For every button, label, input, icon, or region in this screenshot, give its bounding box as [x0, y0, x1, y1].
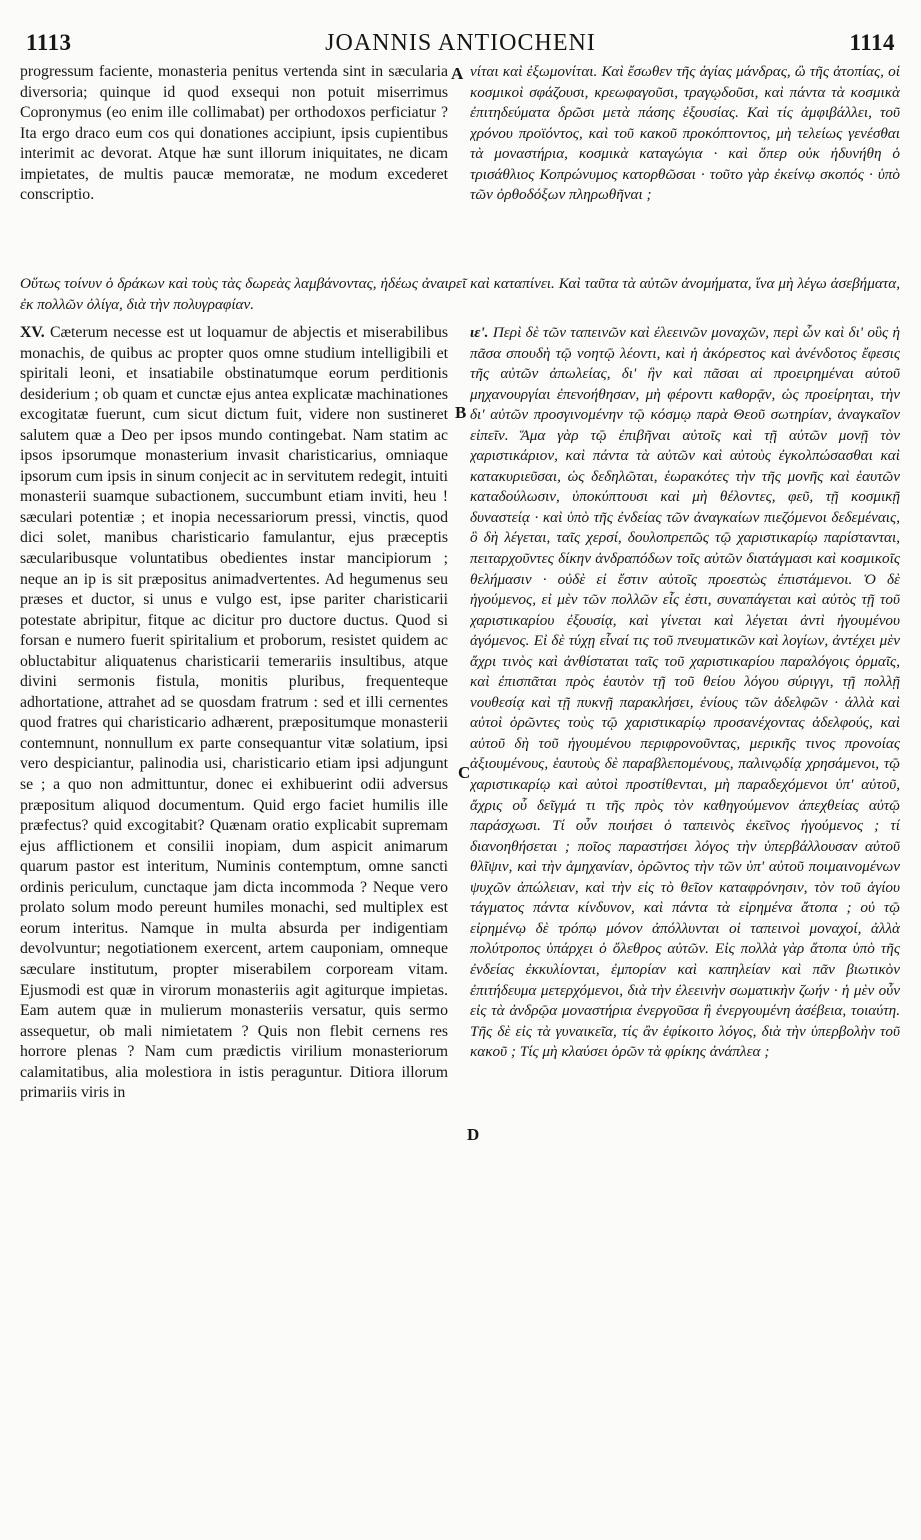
page-number-left: 1113 [26, 30, 72, 55]
latin-section-text: Cæterum necesse est ut loquamur de abjectis et miserabilibus monachis, de quibus ac propter quos omne studium intelligibili et spiritali leoni, et insatiabile obstinatumque eorum perditionis desiderium ; ob quam et cunctæ ejus antea explicatæ machinationes excogitatæ fuerunt, cum sicut dictum fuit, videre non sustineret salutem quæ a Deo per ipsos mundo contingebat. Nam statim ac ipsos ipsorumque monasterium invasit charisticarius, omniaque ipsorum cum ipsis in sinum conjecit ac in servitutem redegit, intuiti monasterii suamque subactionem, succumbunt etiam inviti, heu ! sæculari potentiæ ; et inopia necessariorum pressi, vinctis, quod dici solet, manibus charisticario famulantur, ejus præceptis sæcularibusque voluntatibus obedientes instar mancipiorum ; neque an ip is sit præpositus animadvertentes. Ad hegumenus seu præses et ductor, si unus e vulgo est, ipse pariter charisticarii potestate abripitur, fitque ac dicitur pro ductore ductus. Quod si forsan e numero fuerit spiritalium et proborum, resistet quidem ac obluctabitur aliquatenus charisticarii temerariis insultibus, atque divini sermonis fistula, monitis pluribus, frequenteque adhortatione, attrahet ad se quosdam fratrum : sed et illi cernentes quod fratres qui charisticario adhærent, præpositumque monasterii contemnunt, nonnullum ex parte consequantur vitæ solatium, ipsi vero despiciantur, palinodia usi, charisticario etiam ipsi adjungunt se ; a quo non admittuntur, donec ei exhibuerint odii adversus præpositum aliquod documentum. Quid ergo faciet humilis ille præfectus? quid excogitabit? Quænam oratio explicabit supremam ejus afflictionem et consilii inopiam, dum aspicit animarum quarum pastor est interitum, Numinis contemptum, omne sancti ordinis periculum, cunctaque jam dicta incommoda ? Neque vero prolato solum modo pereunt humiles monachi, sed multiplex est eorum interitus. Namque in multa absurda per indigentiam devolvuntur; negotiationem exercent, artem cauponiam, omneque sæculare institutum, propter miserabilem corpoream vitam. Ejusmodi est quæ in virorum monasteriis agit agiturque impietas. Eam autem quæ in mulierum monasteriis versatur, quis sermo assequetur, ob mali nimietatem ? Quis non flebit cernens res horrore plenas ? Nam cum prædictis virilium monasteriorum calamitatibus, alia molestiora in istis peraguntur. Ditiora illorum primariis viris in [20, 324, 448, 1102]
margin-marker-b: B [455, 403, 467, 422]
latin-section-number: XV. [20, 324, 45, 341]
margin-marker-c: C [458, 763, 471, 782]
greek-column-top [470, 62, 900, 274]
greek-section-text: Περὶ δὲ τῶν ταπεινῶν καὶ ἐλεεινῶν μοναχῶν, περὶ ὧν καὶ δι' οὓς ἡ πᾶσα σπουδὴ τῷ νοητῷ λέοντι, καὶ ἡ ἀκόρεστος καὶ ἀνένδοτος ἔφεσις τῆς αὐτῶν ἀπωλείας, δι' ἣν καὶ πᾶσαι αἱ προειρημέναι αὐτοῦ μηχανουργίαι ἐπενοήθησαν, μὴ φέροντι καθορᾷν, ὡς προείρηται, τὴν δι' αὐτῶν προσγινομένην τῷ κόσμῳ παρὰ Θεοῦ σωτηρίαν, ἀναγκαῖον εἰπεῖν. Ἅμα γὰρ τῷ ἐπιβῆναι αὐτοῖς καὶ τῇ αὐτῶν μονῇ τὸν χαριστικάριον, καὶ πάντα τὰ αὐτῶν καὶ αὐτοὺς ἐγκολπώσασθαι καὶ κατακυριεῦσαι, ὡς δεδηλῶται, ἑωρακότες τὴν τῆς μονῆς καὶ ἑαυτῶν καταδούλωσιν, ὑποκύπτουσι καὶ μὴ θέλοντες, φεῦ, τῇ κοσμικῇ δυναστείᾳ · καὶ ὑπὸ τῆς ἐνδείας τῶν ἀναγκαίων πιεζόμενοι δεδεμέναις, ὃ δὴ λέγεται, ταῖς χερσί, δουλοπρεπῶς τῷ χαριστικαρίῳ παρίστανται, πειταρχοῦντες δίκην ἀνδραπόδων τοῖς αὐτῶν διατάγμασι καὶ κοσμικοῖς θελήμασιν · οὐδὲ εἰ ἔστιν αὐτοῖς προεστὼς ἐπιστάμενοι. Ὁ δὲ ἡγούμενος, εἰ μὲν τῶν πολλῶν εἷς ἐστι, συναπάγεται καὶ αὐτὸς τῇ τοῦ χαριστικαρίου ἐξουσίᾳ, καὶ γίνεται καὶ λέγεται ἀντὶ ἡγουμένου ἀγόμενος. Εἰ δὲ τύχῃ εἶναί τις τοῦ πνευματικῶν καὶ λογίων, ἀντέχει μὲν ἄχρι τινὸς καὶ ἀνθίσταται ταῖς τοῦ χαριστικαρίου παραλόγοις ὁρμαῖς, καὶ ἐπισπᾶται πρὸς ἑαυτὸν τῇ τοῦ θείου λόγου σύριγγι, τῇ πολλῇ νουθεσίᾳ καὶ τῇ πυκνῇ παρακλήσει, ἐνίους τῶν ἀδελφῶν · ἀλλὰ καὶ αὐτοὶ ὁρῶντες τοὺς τῷ χαριστικαρίῳ προσανέχοντας ἀδελφούς, καὶ αὐτοῦ δὴ τοῦ ἡγουμένου περιφρονοῦντας, μερικῆς τινος προνοίας ἀξιουμένους, ἑαυτοὺς δὲ παραβλεπομένους, παλινῳδίᾳ χρησάμενοι, τῷ χαριστικαρίῳ καὶ αὐτοὶ προστίθενται, μὴ παραδεχόμενοι ὑπ' αὐτοῦ, ἄχρις οὗ δεῖγμά τι τῆς πρὸς τὸν καθηγούμενον ἀπεχθείας αὐτῷ παράσχωσι. Τί οὖν ποιήσει ὁ ταπεινὸς ἐκεῖνος ἡγούμενος ; τί διανοηθήσεται ; ποῖος παραστήσει λόγος τὴν ὑπερβάλλουσαν αὐτοῦ θλῖψιν, καὶ τὴν ἀμηχανίαν, ὁρῶντος τὴν τῶν ὑπ' αὐτοῦ ποιμαινομένων ψυχῶν ἀπώλειαν, καὶ τὴν εἰς τὸ θεῖον καταφρόνησιν, τὸν τοῦ ἁγίου τάγματος πάντα κίνδυνον, καὶ πάντα τὰ εἰρημένα ἄτοπα ; οὐ τῷ εἰρημένῳ δὲ τρόπῳ μόνον ἀπόλλυνται οἱ ταπεινοὶ μοναχοί, ἀλλὰ πολύτροπος ὑπάρχει ὁ ὄλεθρος αὐτῶν. Εἰς πολλὰ γὰρ ἄτοπα ὑπὸ τῆς ἐνδείας ἐκκυλίονται, ἐμπορίαν καὶ καπηλείαν καὶ πᾶν βιωτικὸν ἐπιτήδευμα μετερχόμενοι, διὰ τὴν ἐλεεινὴν σωματικὴν ζωήν · ἡ μὲν οὖν εἰς τὰ ἀνδρῷα μοναστήρια ἐνεργοῦσα ἢ ἐνεργουμένη ἀσέβεια, τοιαύτη. Τῆς δὲ εἰς τὰ γυναικεῖα, τίς ἂν ἐφίκοιτο λόγος, διὰ τὴν ὑπερβολὴν τοῦ κακοῦ ; Τίς μὴ κλαύσει ὁρῶν τὰ φρίκης ἀνάπλεα ; [470, 324, 900, 1061]
latin-column-top [20, 62, 448, 274]
running-title: JOANNIS ANTIOCHENI [325, 30, 596, 56]
page-header [26, 30, 895, 60]
greek-column-main [470, 323, 900, 1528]
latin-column-main [20, 323, 448, 1528]
greek-section-number: ιε'. [470, 324, 489, 341]
greek-section-paragraph [470, 323, 900, 1063]
page-number-right: 1114 [849, 30, 895, 55]
greek-paragraph-top: νίται καὶ ἐξωμονίται. Καὶ ἔσωθεν τῆς ἁγίας μάνδρας, ὢ τῆς ἀτοπίας, οἱ κοσμικοὶ σφάζουσι, κρεωφαγοῦσι, τραγῳδοῦσι, καὶ πάντα τὰ κοσμικὰ ἐπιτηδεύματα δρῶσι μετὰ πάσης ἐξουσίας. Καὶ τίς ἀμφιβάλλει, τοῦ χρόνου προϊόντος, καὶ τοῦ κακοῦ προκόπτοντος, μὴ τελείως γενέσθαι τὰ μοναστήρια, κοσμικὰ καταγώγια · καὶ ὅπερ οὐκ ἠδυνήθη ὁ τρισάθλιος Κοπρώνυμος κατορθῶσαι · τοῦτο γὰρ ἐκείνῳ σκοπός · ὑπὸ τῶν ὀρθοδόξων πληρωθῆναι ; [470, 63, 900, 204]
margin-marker-a: A [451, 64, 464, 83]
latin-section-paragraph [20, 323, 448, 1104]
latin-paragraph-top: progressum faciente, monasteria penitus vertenda sint in sæcularia diversoria; quinque id quod exsequi non potuit miserrimus Copronymus (eo enim ille collimabat) per orthodoxos perficiatur ? Ita ergo draco eum cos qui donationes accipiunt, ipsis cupientibus interimit ac devorat. Atque hæ sunt illorum iniquitates, ne dicam impietates, de multis paucæ memoratæ, ne modum excederet conscriptio. [20, 63, 448, 204]
greek-bridge-line: Οὕτως τοίνυν ὁ δράκων καὶ τοὺς τὰς δωρεὰς λαμβάνοντας, ἡδέως ἀναιρεῖ καὶ καταπίνει. Καὶ ταῦτα τὰ αὐτῶν ἀνομήματα, ἵνα μὴ λέγω ἀσεβήματα, ἐκ πολλῶν ὀλίγα, διὰ τὴν πολυγραφίαν. [20, 275, 900, 313]
margin-marker-d: D [467, 1125, 480, 1144]
